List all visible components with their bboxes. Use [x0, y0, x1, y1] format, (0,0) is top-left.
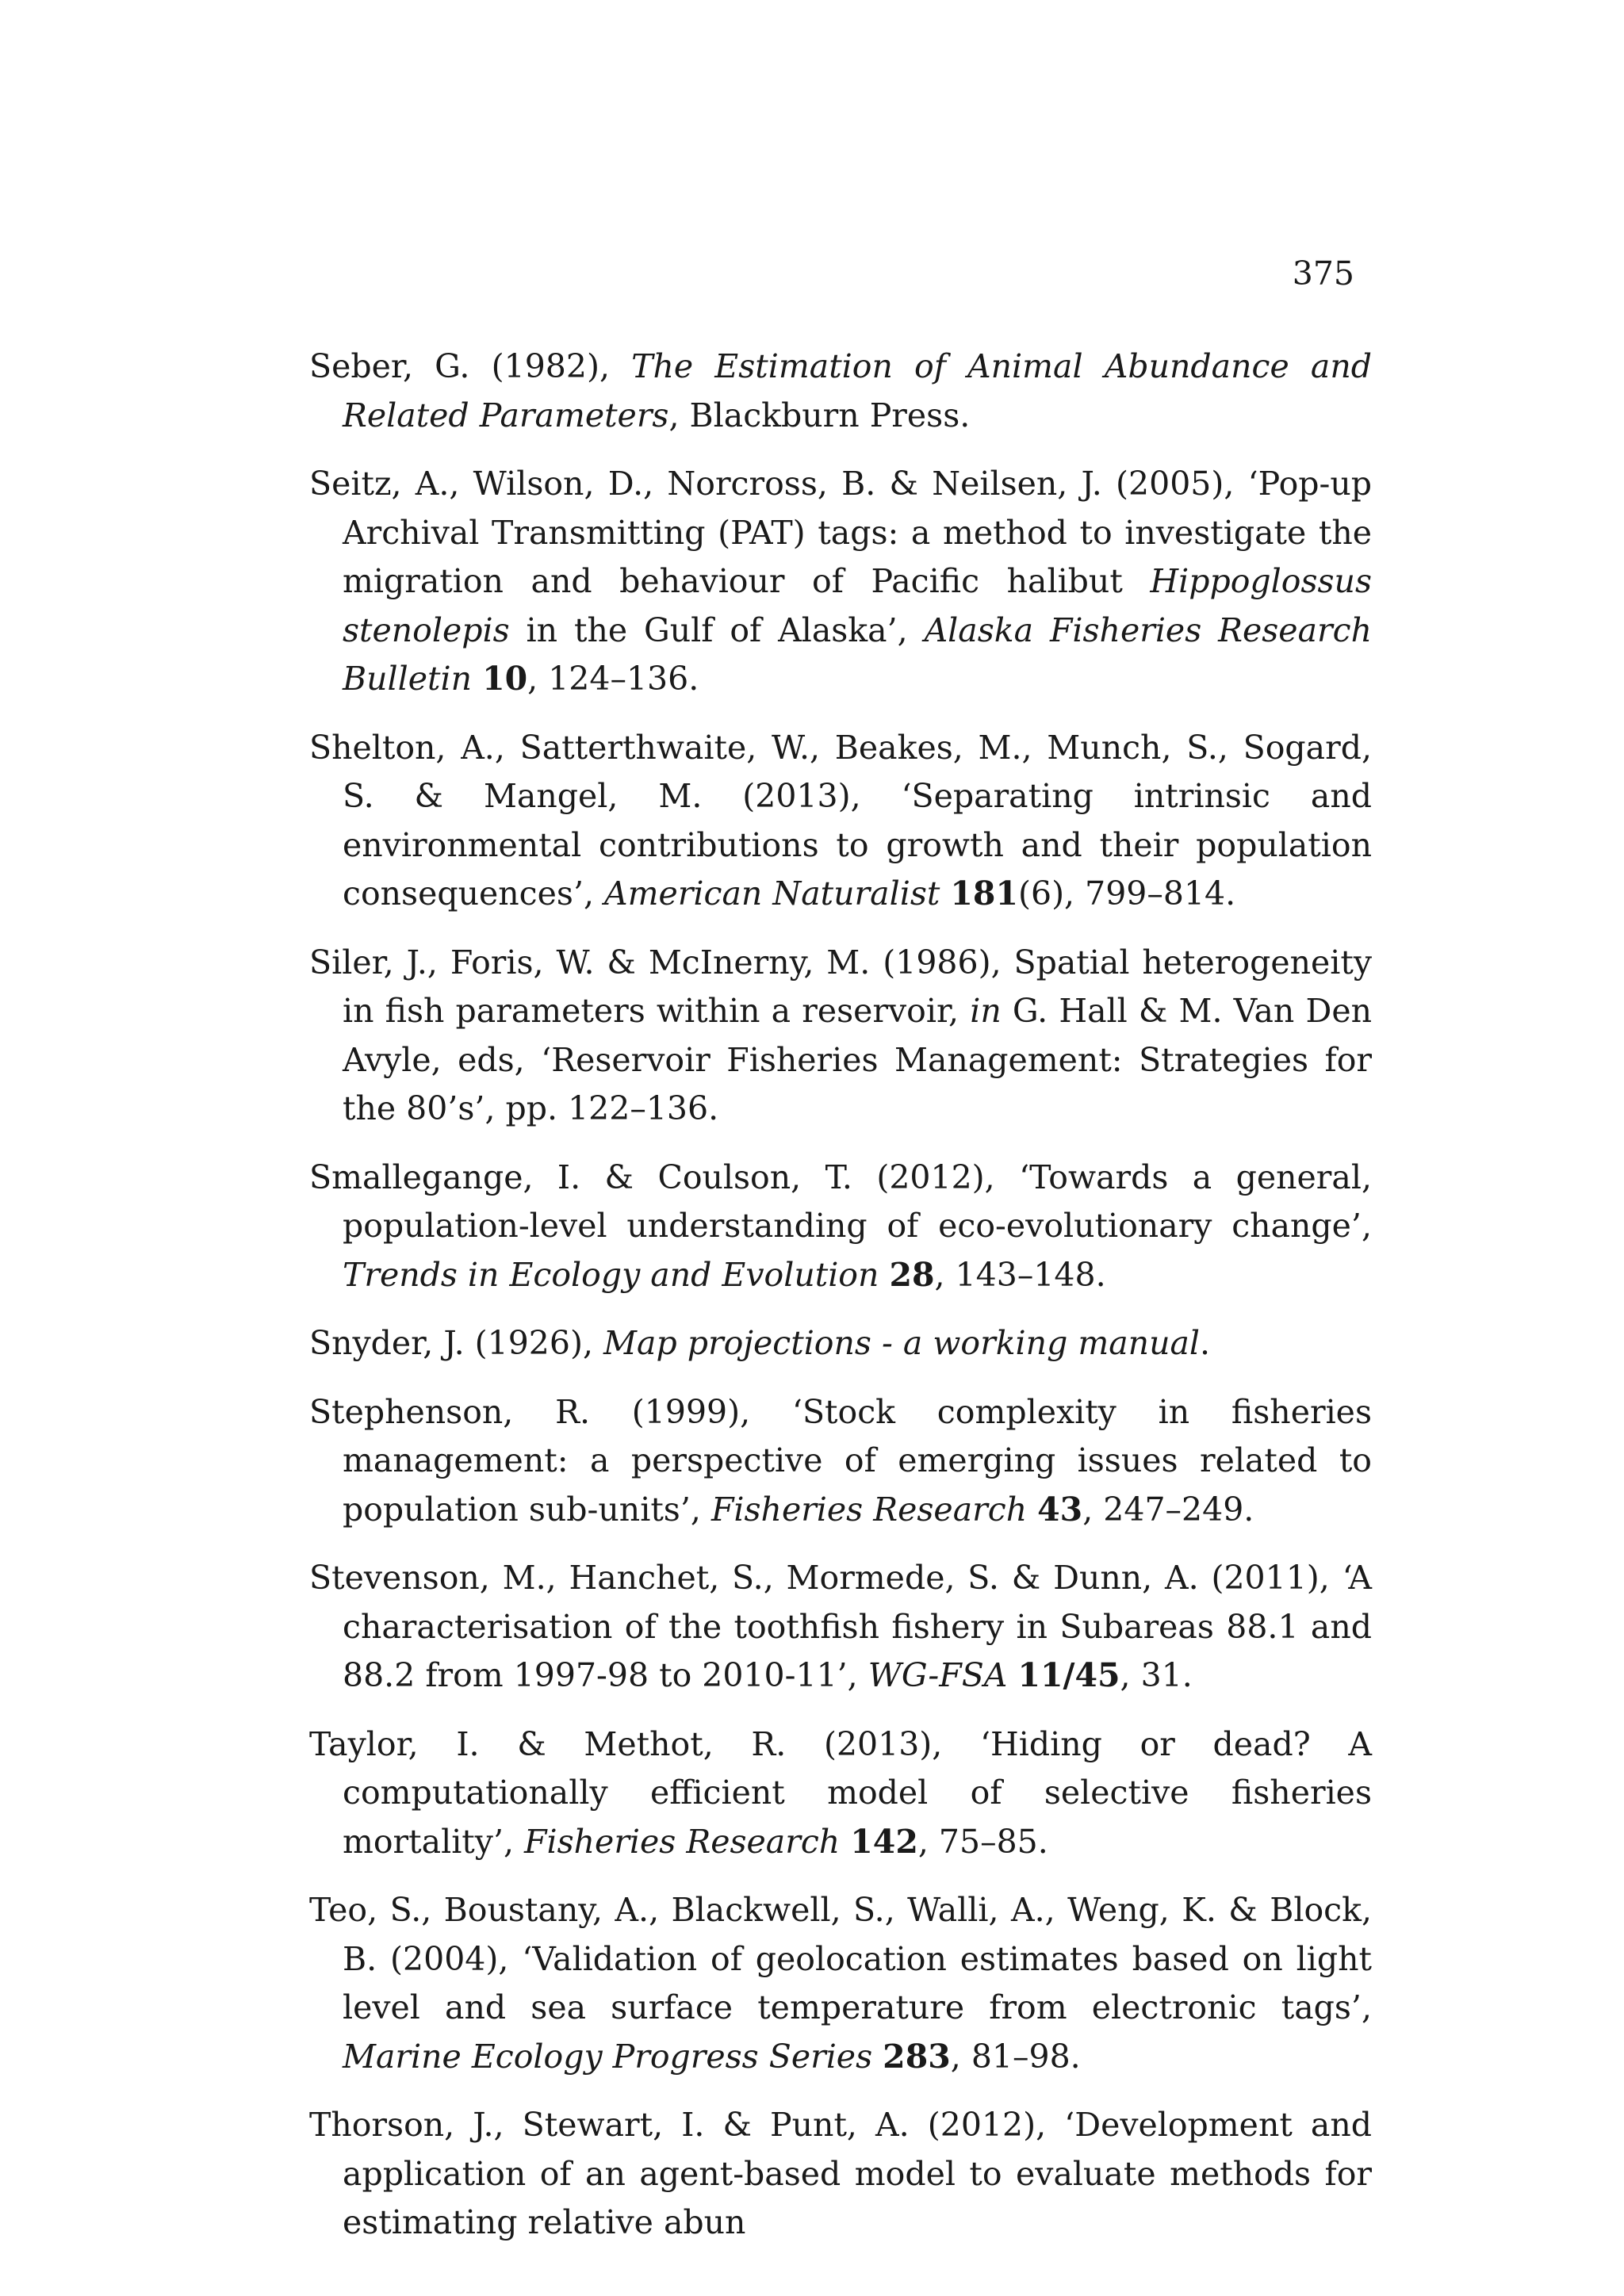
reference-text	[879, 1256, 889, 1294]
reference-volume: 142	[850, 1822, 918, 1861]
reference-journal: American Naturalist	[604, 874, 940, 913]
reference-journal: Fisheries Research	[524, 1822, 841, 1861]
reference-journal: Fisheries Research	[710, 1490, 1028, 1529]
reference-species: Hippoglossus stenolepis	[343, 562, 1372, 649]
reference-text: , 143–148.	[934, 1255, 1106, 1294]
reference-entry	[309, 1554, 1372, 1701]
reference-text: Thorson, J., Stewart, I. & Punt, A. (2012), ‘Development and application of an agent-based model to evaluate methods for estimating relative abun	[309, 2106, 1372, 2241]
reference-entry	[309, 1886, 1372, 2081]
reference-volume: 43	[1037, 1490, 1083, 1529]
reference-journal: Trends in Ecology and Evolution	[343, 1255, 879, 1294]
reference-volume: 283	[883, 2037, 951, 2076]
reference-list	[309, 342, 1372, 2267]
reference-text	[940, 874, 950, 913]
reference-text	[1027, 1490, 1037, 1529]
reference-text: Shelton, A., Satterthwaite, W., Beakes, M., Munch, S., Sogard, S. & Mangel, M. (2013), ‘Separating intrinsic and environmental contributions to growth and their population consequences’,	[309, 728, 1372, 913]
reference-title: Map projections - a working manual	[603, 1324, 1201, 1362]
reference-text: Smallegange, I. & Coulson, T. (2012), ‘Towards a general, population-level understanding of eco-evolutionary change’,	[309, 1158, 1372, 1245]
reference-text: Stephenson, R. (1999), ‘Stock complexity in fisheries management: a perspective of emerging issues related to population sub-units’,	[309, 1392, 1372, 1529]
reference-entry	[309, 342, 1372, 440]
reference-text: Stevenson, M., Hanchet, S., Mormede, S. & Dunn, A. (2011), ‘A characterisation of the toothfish fishery in Subareas 88.1 and 88.2 from 1997-98 to 2010-11’,	[309, 1559, 1372, 1694]
reference-entry	[309, 1154, 1372, 1300]
reference-entry	[309, 939, 1372, 1134]
reference-entry	[309, 724, 1372, 919]
reference-in: in	[970, 992, 1002, 1030]
reference-text: , 124–136.	[527, 660, 699, 698]
reference-text: Seitz, A., Wilson, D., Norcross, B. & Neilsen, J. (2005), ‘Pop-up Archival Transmitting (PAT) tags: a method to investigate the migration and behaviour of Pacific halibut	[309, 465, 1372, 600]
reference-text: , 31.	[1120, 1656, 1193, 1694]
reference-entry	[309, 460, 1372, 704]
reference-text: Teo, S., Boustany, A., Blackwell, S., Walli, A., Weng, K. & Block, B. (2004), ‘Validation of geolocation estimates based on light level and sea surface temperature from electronic tags’,	[309, 1891, 1372, 2026]
reference-text: , 75–85.	[917, 1822, 1048, 1861]
reference-text	[872, 2038, 883, 2076]
reference-text: Snyder, J. (1926),	[309, 1324, 604, 1362]
reference-title: The Estimation of Animal Abundance and Related Parameters	[343, 347, 1372, 434]
reference-journal: Marine Ecology Progress Series	[343, 2037, 873, 2076]
reference-text: (6), 799–814.	[1017, 874, 1236, 913]
reference-text	[1007, 1656, 1017, 1694]
reference-entry	[309, 1720, 1372, 1867]
reference-text: , Blackburn Press.	[668, 396, 971, 434]
reference-text	[840, 1823, 850, 1861]
reference-volume: 181	[950, 874, 1018, 913]
page-number: 375	[1292, 254, 1354, 293]
reference-text	[472, 660, 482, 698]
reference-volume: 10	[482, 660, 528, 698]
reference-entry	[309, 2101, 1372, 2248]
reference-text: G. Hall & M. Van Den Avyle, eds, ‘Reservoir Fisheries Management: Strategies for the 80’s’, pp. 122–136.	[343, 992, 1372, 1127]
reference-volume: 28	[889, 1255, 935, 1294]
reference-text: Siler, J., Foris, W. & McInerny, M. (1986), Spatial heterogeneity in fish parameters within a reservoir,	[309, 943, 1372, 1030]
reference-text: Seber, G. (1982),	[309, 347, 632, 385]
reference-text: , 247–249.	[1082, 1490, 1254, 1529]
reference-text: .	[1200, 1324, 1211, 1362]
reference-volume: 11/45	[1017, 1656, 1120, 1694]
reference-entry	[309, 1319, 1372, 1368]
reference-entry	[309, 1388, 1372, 1535]
reference-journal: Alaska Fisheries Research Bulletin	[343, 610, 1372, 698]
reference-text: Taylor, I. & Methot, R. (2013), ‘Hiding or dead? A computationally efficient model of selective fisheries mortality’,	[309, 1724, 1372, 1861]
reference-journal: WG-FSA	[868, 1656, 1008, 1694]
reference-text: in the Gulf of Alaska’,	[509, 610, 925, 649]
reference-text: , 81–98.	[950, 2037, 1081, 2076]
